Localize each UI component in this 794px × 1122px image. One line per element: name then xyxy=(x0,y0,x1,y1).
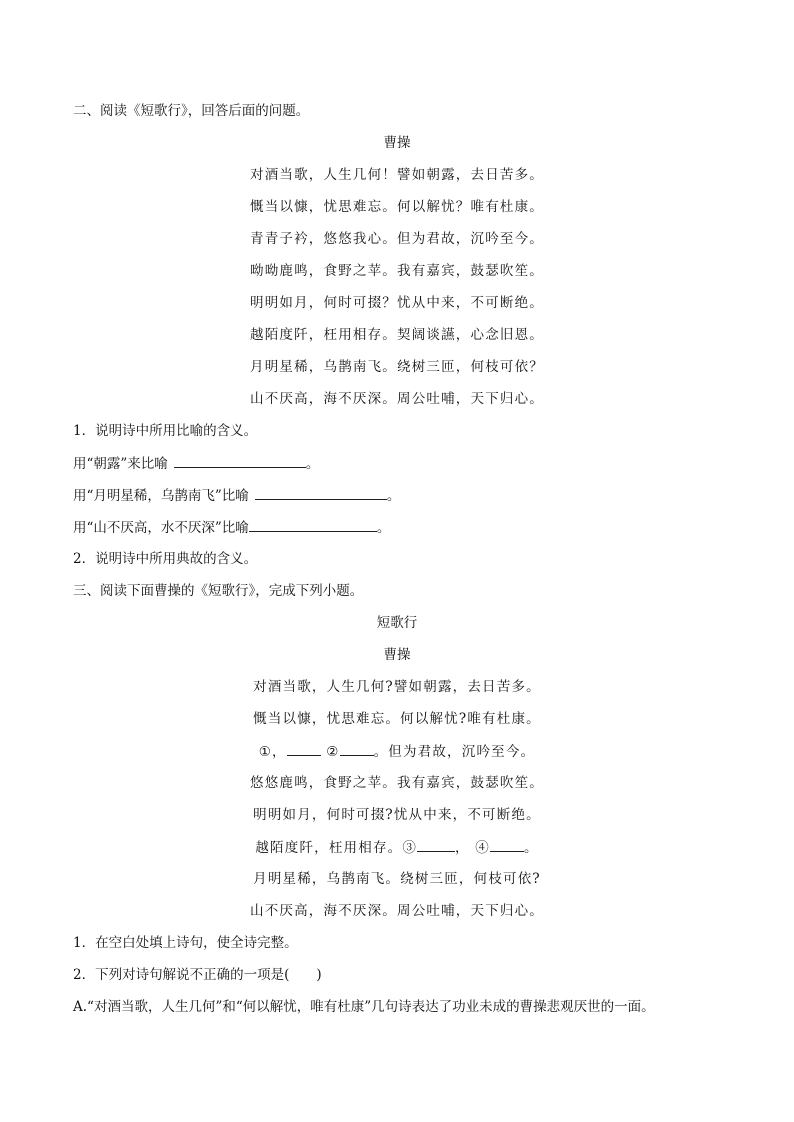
poem-line: 明明如月，何时可掇?忧从中来，不可断绝。 xyxy=(253,807,541,823)
fill-blank-2[interactable] xyxy=(340,741,374,756)
blank-marker-3: ③ xyxy=(402,840,418,856)
punctuation: 。 xyxy=(305,456,320,472)
question-text: 用“月明星稀，乌鹊南飞”比喻 xyxy=(73,488,249,504)
answer-blank[interactable] xyxy=(174,453,306,468)
blank-marker-2: ② xyxy=(326,744,340,760)
poem-line: 呦呦鹿鸣，食野之苹。我有嘉宾，鼓瑟吹笙。 xyxy=(250,263,544,279)
question-2: 2．说明诗中所用典故的含义。 xyxy=(73,551,258,567)
section3-author: 曹操 xyxy=(383,647,411,663)
punctuation: ， xyxy=(455,840,470,856)
question-1c xyxy=(73,517,390,538)
blank-marker-1: ① xyxy=(258,744,273,760)
poem-line: 慨当以慷，忧思难忘。何以解忧？唯有杜康。 xyxy=(250,199,544,215)
question-1a xyxy=(73,453,319,474)
question-1b xyxy=(73,485,400,506)
poem-line: 慨当以慷，忧思难忘。何以解忧?唯有杜康。 xyxy=(253,711,541,727)
fill-blank-3[interactable] xyxy=(417,837,455,852)
question-1: 1．说明诗中所用比喻的含义。 xyxy=(73,423,258,439)
poem-text: 。但为君故，沉吟至今。 xyxy=(373,744,536,760)
question-text: 用“朝露”来比喻 xyxy=(73,456,168,472)
punctuation: 。 xyxy=(523,840,539,856)
poem-line: 越陌度阡，枉用相存。契阔谈讌，心念旧恩。 xyxy=(250,327,544,343)
fill-blank-1[interactable] xyxy=(287,741,321,756)
answer-blank[interactable] xyxy=(249,517,377,532)
question-1: 1．在空白处填上诗句，使全诗完整。 xyxy=(73,935,298,951)
section3-heading: 三、阅读下面曹操的《短歌行》，完成下列小题。 xyxy=(73,583,364,599)
punctuation: 。 xyxy=(386,488,401,504)
section2-heading: 二、阅读《短歌行》，回答后面的问题。 xyxy=(73,103,310,119)
poem-line: 山不厌高，海不厌深。周公吐哺，天下归心。 xyxy=(250,391,544,407)
fill-blank-4[interactable] xyxy=(490,837,524,852)
poem-line: 月明星稀，乌鹊南飞。绕树三匝，何枝可依? xyxy=(253,871,541,887)
poem-text: 越陌度阡，枉用相存。 xyxy=(255,840,403,856)
section2-author: 曹操 xyxy=(383,135,411,151)
punctuation: ， xyxy=(272,744,287,760)
poem-line: 月明星稀，乌鹊南飞。绕树三匝，何枝可依？ xyxy=(250,359,544,375)
answer-blank[interactable] xyxy=(255,485,387,500)
poem-line-with-blanks xyxy=(0,837,794,858)
question-2: 2．下列对诗句解说不正确的一项是( ) xyxy=(73,967,322,983)
blank-marker-4: ④ xyxy=(475,840,490,856)
poem-line-with-blanks xyxy=(0,741,794,762)
poem-line: 明明如月，何时可掇？忧从中来，不可断绝。 xyxy=(250,295,544,311)
poem-line: 青青子衿，悠悠我心。但为君故，沉吟至今。 xyxy=(250,231,544,247)
section3-title: 短歌行 xyxy=(376,615,418,631)
poem-line: 对酒当歌，人生几何！譬如朝露，去日苦多。 xyxy=(250,167,544,183)
poem-line: 山不厌高，海不厌深。周公吐哺，天下归心。 xyxy=(250,903,544,919)
poem-line: 对酒当歌，人生几何?譬如朝露，去日苦多。 xyxy=(253,679,541,695)
question-text: 用“山不厌高，水不厌深”比喻 xyxy=(73,520,249,536)
option-a[interactable]: A.“对酒当歌，人生几何”和“何以解忧，唯有杜康”几句诗表达了功业未成的曹操悲观厌世的一面。 xyxy=(73,999,655,1015)
punctuation: 。 xyxy=(376,520,391,536)
poem-line: 悠悠鹿鸣，食野之苹。我有嘉宾，鼓瑟吹笙。 xyxy=(250,775,544,791)
